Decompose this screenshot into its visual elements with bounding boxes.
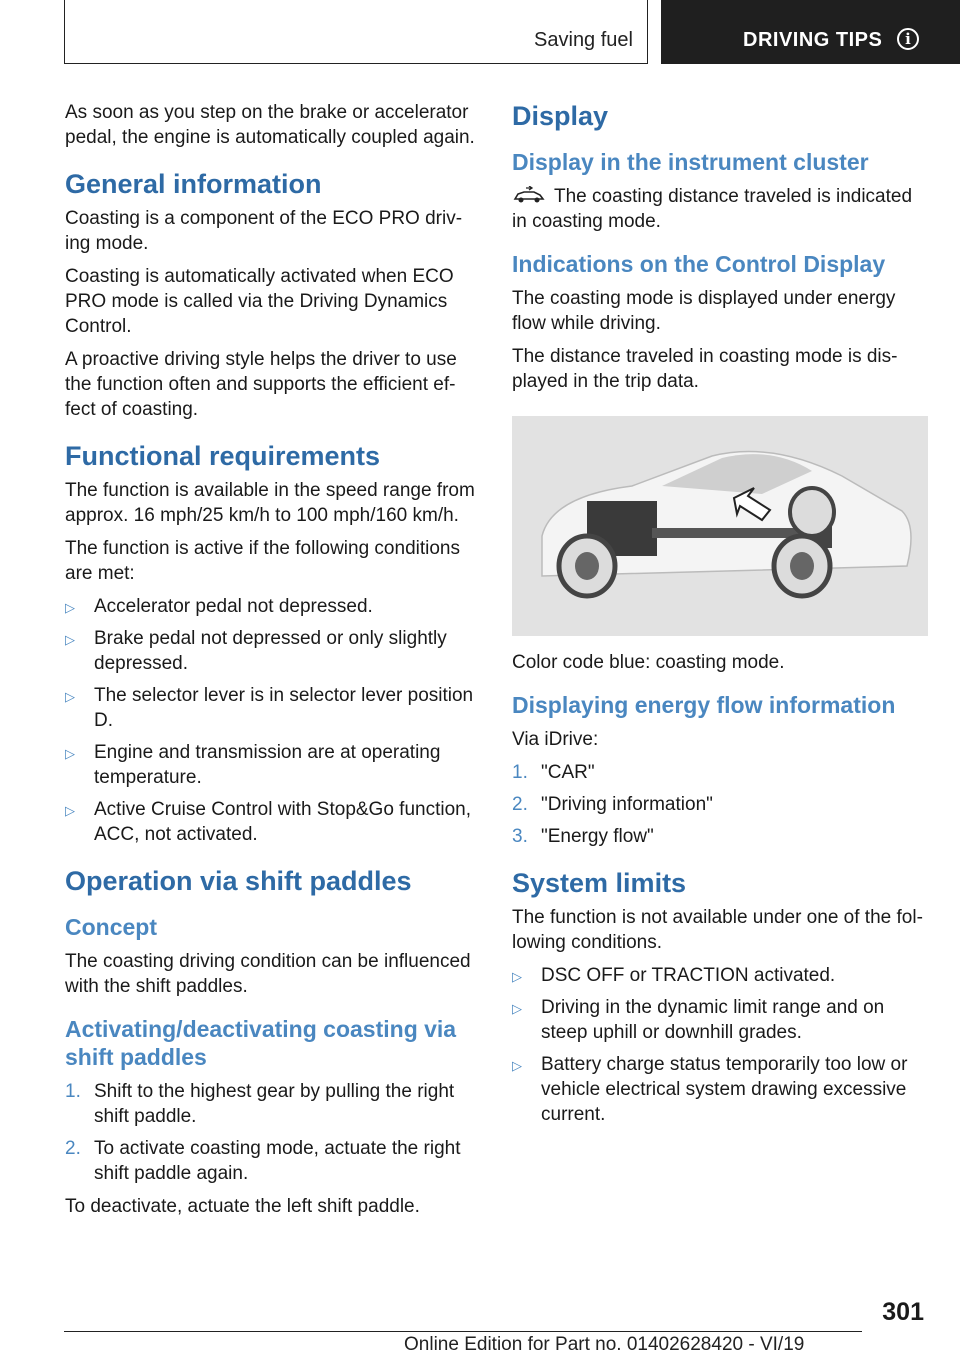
energy-flow-steps <box>512 760 928 849</box>
footer-divider <box>64 1331 862 1332</box>
via-idrive-text: Via iDrive: <box>512 729 599 750</box>
page-number: 301 <box>882 1298 924 1326</box>
control-display-heading: Indications on the Control Display <box>512 251 886 277</box>
paddles-heading: Operation via shift paddles <box>65 866 412 896</box>
left-column <box>65 100 477 1227</box>
list-item: ▷ Engine and transmission are at operating temperature. <box>65 742 441 788</box>
triangle-bullet-icon: ▷ <box>512 1001 522 1016</box>
system-limits-list <box>512 963 928 1127</box>
list-item: 2. To activate coasting mode, actuate the right shift paddle again. <box>65 1138 461 1184</box>
requirements-p2: The function is active if the following conditions are met: <box>65 538 460 584</box>
triangle-bullet-icon: ▷ <box>65 803 75 818</box>
deactivate-text: To deactivate, actuate the left shift paddle. <box>65 1196 420 1217</box>
footer-edition-text: Online Edition for Part no. 01402628420 - VI/19 <box>404 1334 805 1355</box>
header-chapter-label: DRIVING TIPS <box>743 29 883 51</box>
list-item: 2. "Driving information" <box>512 794 713 815</box>
activating-steps <box>65 1079 477 1186</box>
requirements-p1: The function is available in the speed range from approx. 16 mph/25 km/h to 100 mph/160 km/h. <box>65 480 475 526</box>
list-item: ▷ Battery charge status temporarily too low or vehicle electrical system drawing excessive current. <box>512 1054 908 1125</box>
header-chapter-tab <box>661 0 960 64</box>
requirements-heading: Functional requirements <box>65 441 381 471</box>
list-item: ▷ Brake pedal not depressed or only slightly depressed. <box>65 628 447 674</box>
display-heading: Display <box>512 101 609 131</box>
intro-text: As soon as you step on the brake or accelerator pedal, the engine is automatically coupled again. <box>65 102 475 148</box>
list-item: 1. "CAR" <box>512 762 595 783</box>
header-section-box <box>64 0 648 64</box>
car-illustration <box>512 416 928 636</box>
general-info-p1: Coasting is a component of the ECO PRO driving mode. <box>65 208 463 254</box>
coasting-car-icon <box>512 186 546 204</box>
list-item: 1. Shift to the highest gear by pulling the right shift paddle. <box>65 1081 455 1127</box>
list-item: 3. "Energy flow" <box>512 826 654 847</box>
cluster-heading: Display in the instrument cluster <box>512 149 869 175</box>
control-display-p1: The coasting mode is displayed under energy flow while driving. <box>512 288 896 334</box>
triangle-bullet-icon: ▷ <box>512 1058 522 1073</box>
general-info-p2: Coasting is automatically activated when ECO PRO mode is called via the Driving Dynamics Control. <box>65 266 454 337</box>
triangle-bullet-icon: ▷ <box>65 689 75 704</box>
activating-heading: Activating/deactivating coasting via shift paddles <box>65 1016 457 1070</box>
concept-text: The coasting driving condition can be influenced with the shift paddles. <box>65 951 471 997</box>
triangle-bullet-icon: ▷ <box>65 632 75 647</box>
system-limits-text: The function is not available under one of the following conditions. <box>512 907 923 953</box>
figure-caption: Color code blue: coasting mode. <box>512 652 785 673</box>
list-item: ▷ Accelerator pedal not depressed. <box>65 594 477 619</box>
energy-flow-heading: Displaying energy flow information <box>512 692 896 718</box>
right-column <box>512 100 928 1135</box>
requirements-list <box>65 594 477 847</box>
triangle-bullet-icon: ▷ <box>65 746 75 761</box>
list-item: ▷ The selector lever is in selector lever position D. <box>65 685 474 731</box>
list-item: ▷ Driving in the dynamic limit range and on steep uphill or downhill grades. <box>512 997 885 1043</box>
general-info-heading: General information <box>65 169 322 199</box>
concept-heading: Concept <box>65 914 157 940</box>
cluster-text: The coasting distance traveled is indicated in coasting mode. <box>512 186 913 232</box>
triangle-bullet-icon: ▷ <box>512 969 522 984</box>
info-icon: i <box>897 28 919 50</box>
list-item: ▷ DSC OFF or TRACTION activated. <box>512 963 928 988</box>
triangle-bullet-icon: ▷ <box>65 600 75 615</box>
car-energy-flow-figure <box>512 416 928 636</box>
system-limits-heading: System limits <box>512 868 687 898</box>
list-item: ▷ Active Cruise Control with Stop&Go function, ACC, not activated. <box>65 799 472 845</box>
header-section-title: Saving fuel <box>534 29 633 51</box>
general-info-p3: A proactive driving style helps the driver to use the function often and supports the efficient effect of coasting. <box>65 349 457 420</box>
control-display-p2: The distance traveled in coasting mode is displayed in the trip data. <box>512 346 898 392</box>
